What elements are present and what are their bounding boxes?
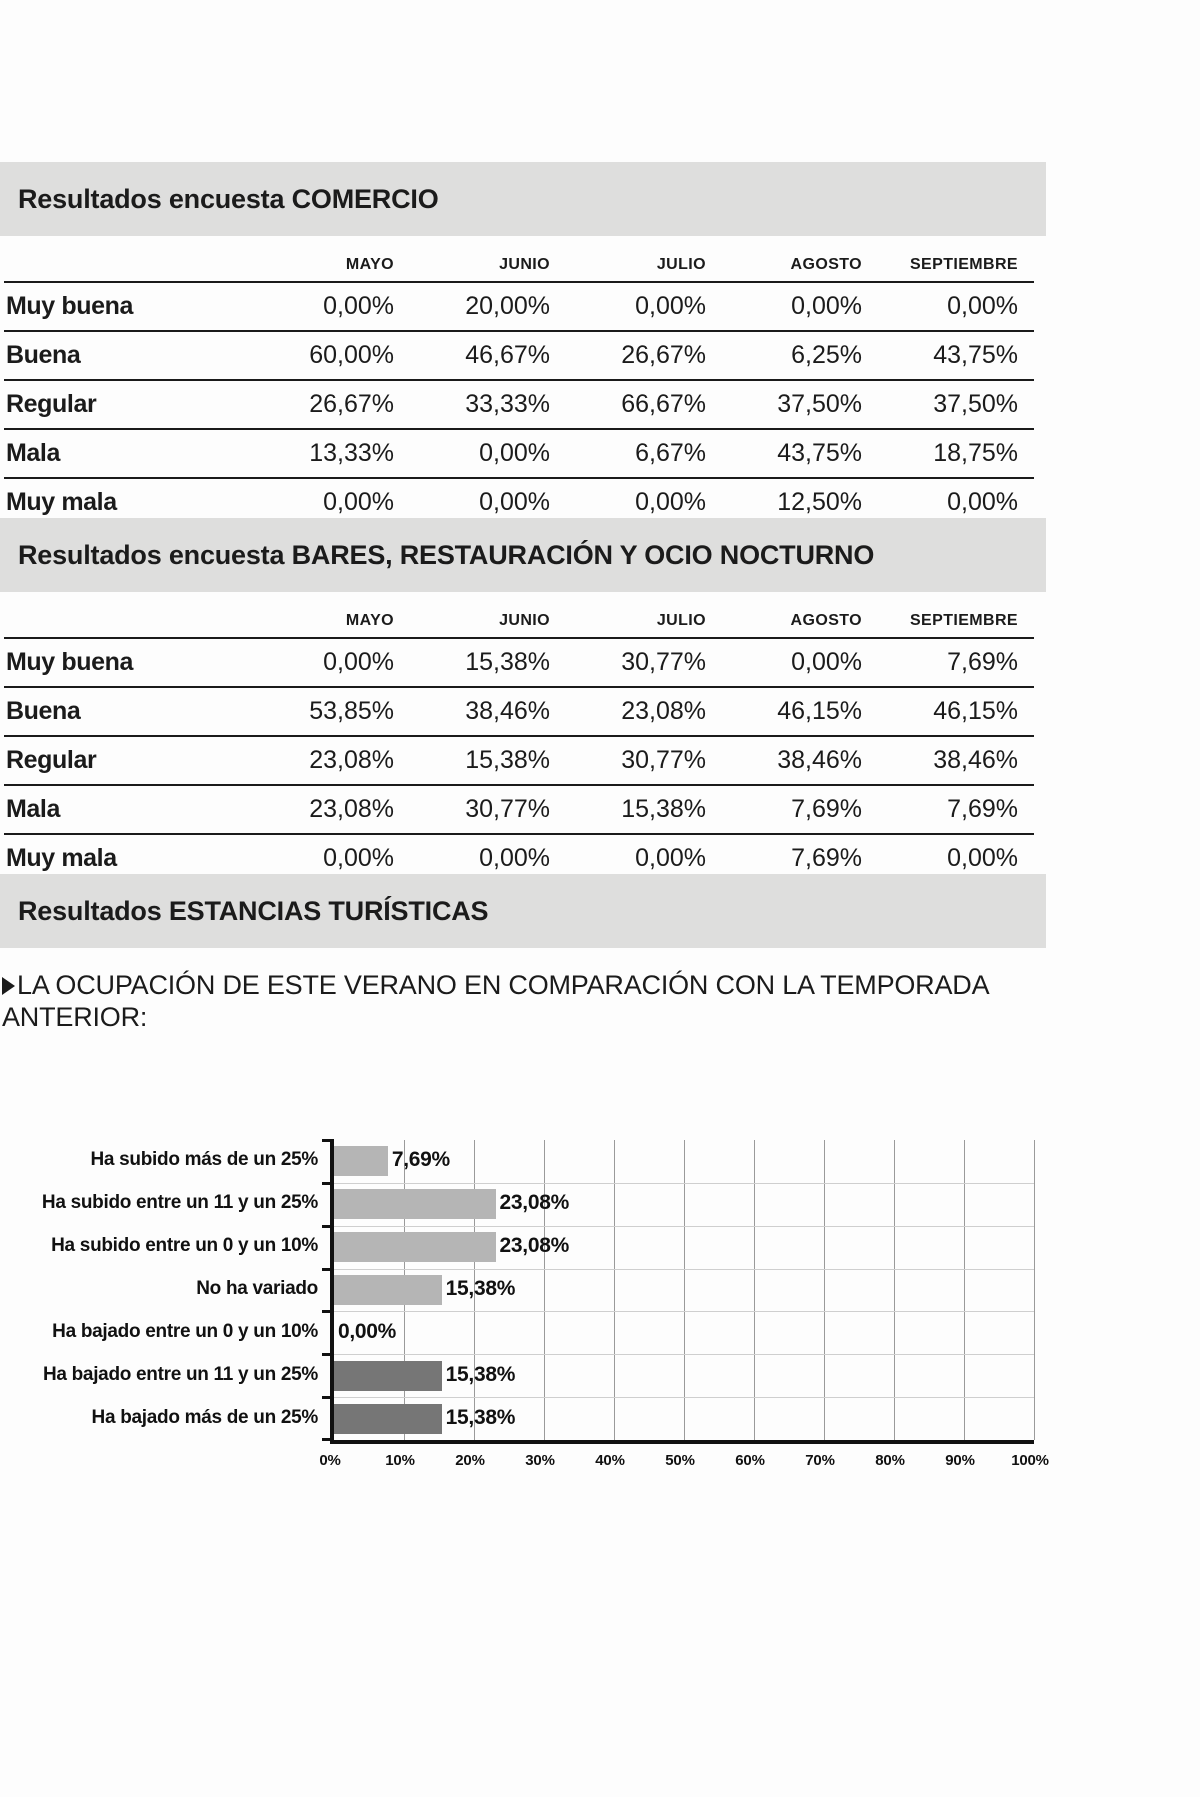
cell: 7,69% <box>947 794 1018 823</box>
row-label: Muy buena <box>6 291 133 320</box>
cell: 0,00% <box>635 291 706 320</box>
column-header: JULIO <box>656 256 706 273</box>
chart-category-gridline <box>334 1226 1034 1227</box>
chart-category-label: Ha subido entre un 11 y un 25% <box>41 1192 318 1214</box>
x-axis-tick-label: 0% <box>319 1452 341 1469</box>
cell: 15,38% <box>465 647 550 676</box>
chart-bar <box>334 1404 442 1434</box>
cell: 43,75% <box>933 340 1018 369</box>
chart-bar <box>334 1275 442 1305</box>
chart-plot-area <box>330 1140 1034 1440</box>
column-header: JUNIO <box>499 256 550 273</box>
cell: 6,25% <box>791 340 862 369</box>
triangle-bullet-icon <box>2 977 15 995</box>
column-header: MAYO <box>345 612 394 629</box>
chart-bar <box>334 1361 442 1391</box>
chart-bar-value-label: 7,69% <box>391 1148 450 1172</box>
chart-category-gridline <box>334 1183 1034 1184</box>
chart-category-gridline <box>334 1397 1034 1398</box>
chart-category-label: Ha bajado entre un 11 y un 25% <box>42 1363 318 1385</box>
table-row <box>4 429 1034 478</box>
column-header: SEPTIEMBRE <box>909 612 1018 629</box>
table-header-row <box>4 606 1034 638</box>
cell: 0,00% <box>947 291 1018 320</box>
cell: 0,00% <box>323 647 394 676</box>
x-axis-tick-label: 50% <box>665 1452 695 1469</box>
table-row <box>4 638 1034 687</box>
chart-gridline <box>684 1140 685 1440</box>
cell: 26,67% <box>621 340 706 369</box>
y-axis-tick <box>322 1139 334 1142</box>
table-comercio-wrap <box>0 250 1046 528</box>
cell: 53,85% <box>309 696 394 725</box>
section-title-lead: Resultados encuesta <box>18 539 292 570</box>
chart-gridline <box>964 1140 965 1440</box>
chart-gridline <box>1034 1140 1035 1440</box>
y-axis-tick <box>322 1268 334 1271</box>
chart-bar-value-label: 15,38% <box>445 1362 516 1386</box>
section-title-estancias <box>0 896 488 927</box>
chart-gridline <box>894 1140 895 1440</box>
question-text: LA OCUPACIÓN DE ESTE VERANO EN COMPARACIÓN CON LA TEMPORADA ANTERIOR: <box>2 970 988 1032</box>
table-row <box>4 282 1034 331</box>
cell: 46,15% <box>777 696 862 725</box>
cell: 46,15% <box>933 696 1018 725</box>
x-axis-tick-label: 90% <box>945 1452 975 1469</box>
x-axis-tick-label: 80% <box>875 1452 905 1469</box>
cell: 7,69% <box>791 794 862 823</box>
cell: 7,69% <box>791 843 862 872</box>
chart-bar-value-label: 23,08% <box>499 1191 569 1215</box>
chart-category-label: No ha variado <box>196 1278 318 1299</box>
cell: 38,46% <box>933 745 1018 774</box>
cell: 37,50% <box>777 389 862 418</box>
row-label: Muy buena <box>6 647 133 676</box>
column-header: AGOSTO <box>790 256 862 273</box>
column-header: AGOSTO <box>790 612 862 629</box>
section-title-bares <box>0 540 874 571</box>
cell: 23,08% <box>621 696 706 725</box>
table-row <box>4 736 1034 785</box>
column-header: JULIO <box>656 612 706 629</box>
chart-gridline <box>754 1140 755 1440</box>
table-row <box>4 785 1034 834</box>
cell: 15,38% <box>621 794 706 823</box>
chart-category-label: Ha subido entre un 0 y un 10% <box>51 1235 318 1257</box>
chart-bar-value-label: 23,08% <box>499 1234 569 1258</box>
section-title-lead: Resultados encuesta <box>18 183 292 214</box>
row-label: Regular <box>6 745 97 774</box>
chart-gridline <box>824 1140 825 1440</box>
row-label: Buena <box>6 696 81 725</box>
chart-bar <box>334 1232 496 1262</box>
x-axis-tick-label: 100% <box>1011 1452 1049 1469</box>
chart-category-label: Ha bajado más de un 25% <box>91 1406 318 1428</box>
chart-bar <box>334 1146 388 1176</box>
chart-category-label: Ha subido más de un 25% <box>90 1149 318 1171</box>
cell: 66,67% <box>621 389 706 418</box>
chart-category-gridline <box>334 1311 1034 1312</box>
section-title-comercio <box>0 184 439 215</box>
table-row <box>4 687 1034 736</box>
cell: 0,00% <box>947 843 1018 872</box>
cell: 33,33% <box>465 389 550 418</box>
column-header: SEPTIEMBRE <box>909 256 1018 273</box>
section-title-lead: Resultados <box>18 895 169 926</box>
section-title-strong: ESTANCIAS TURÍSTICAS <box>168 895 489 926</box>
row-label: Regular <box>6 389 97 418</box>
y-axis-tick <box>322 1182 334 1185</box>
x-axis-tick-label: 40% <box>595 1452 625 1469</box>
cell: 43,75% <box>777 438 862 467</box>
y-axis-tick <box>322 1225 334 1228</box>
cell: 0,00% <box>323 487 394 516</box>
cell: 0,00% <box>479 487 550 516</box>
cell: 12,50% <box>777 487 862 516</box>
y-axis-tick <box>322 1310 334 1313</box>
column-header: JUNIO <box>499 612 550 629</box>
cell: 30,77% <box>465 794 550 823</box>
section-header-estancias <box>0 874 1046 948</box>
table-row <box>4 331 1034 380</box>
section-title-strong: BARES, RESTAURACIÓN Y OCIO NOCTURNO <box>291 539 875 570</box>
cell: 0,00% <box>479 843 550 872</box>
cell: 0,00% <box>635 487 706 516</box>
cell: 15,38% <box>465 745 550 774</box>
chart-gridline <box>614 1140 615 1440</box>
cell: 30,77% <box>621 745 706 774</box>
y-axis-tick <box>322 1353 334 1356</box>
cell: 0,00% <box>791 291 862 320</box>
row-label: Muy mala <box>6 843 117 872</box>
chart-category-label: Ha bajado entre un 0 y un 10% <box>52 1320 318 1342</box>
cell: 18,75% <box>933 438 1018 467</box>
section-header-bares <box>0 518 1046 592</box>
cell: 38,46% <box>465 696 550 725</box>
cell: 60,00% <box>309 340 394 369</box>
cell: 0,00% <box>479 438 550 467</box>
row-label: Mala <box>6 794 60 823</box>
cell: 7,69% <box>947 647 1018 676</box>
chart-bar <box>334 1189 496 1219</box>
x-axis-tick-label: 70% <box>805 1452 835 1469</box>
chart-category-gridline <box>334 1269 1034 1270</box>
cell: 37,50% <box>933 389 1018 418</box>
cell: 0,00% <box>323 843 394 872</box>
cell: 0,00% <box>323 291 394 320</box>
section-title-strong: COMERCIO <box>291 183 439 214</box>
column-header <box>4 250 254 282</box>
cell: 0,00% <box>635 843 706 872</box>
y-axis-tick <box>322 1396 334 1399</box>
chart-bar-value-label: 15,38% <box>445 1277 516 1300</box>
chart-question <box>2 970 1042 1034</box>
cell: 0,00% <box>947 487 1018 516</box>
x-axis-tick-label: 20% <box>455 1452 485 1469</box>
cell: 26,67% <box>309 389 394 418</box>
table-comercio <box>4 250 1034 528</box>
chart-bar-value-label: 0,00% <box>338 1319 397 1343</box>
row-label: Muy mala <box>6 487 117 516</box>
table-bares-wrap <box>0 606 1046 884</box>
cell: 30,77% <box>621 647 706 676</box>
column-header <box>4 606 254 638</box>
cell: 46,67% <box>465 340 550 369</box>
cell: 13,33% <box>309 438 394 467</box>
x-axis-tick-label: 30% <box>525 1452 555 1469</box>
row-label: Buena <box>6 340 81 369</box>
chart-gridline <box>544 1140 545 1440</box>
x-axis-tick-label: 10% <box>385 1452 415 1469</box>
cell: 23,08% <box>309 745 394 774</box>
cell: 20,00% <box>465 291 550 320</box>
table-bares <box>4 606 1034 884</box>
chart-bar-value-label: 15,38% <box>445 1405 516 1429</box>
cell: 23,08% <box>309 794 394 823</box>
section-header-comercio <box>0 162 1046 236</box>
table-row <box>4 380 1034 429</box>
column-header: MAYO <box>345 256 394 273</box>
chart-category-gridline <box>334 1354 1034 1355</box>
cell: 38,46% <box>777 745 862 774</box>
cell: 0,00% <box>791 647 862 676</box>
chart-plot-container <box>0 1140 1049 1470</box>
occupancy-bar-chart <box>0 1140 1049 1470</box>
cell: 6,67% <box>635 438 706 467</box>
row-label: Mala <box>6 438 60 467</box>
x-axis-tick-label: 60% <box>735 1452 765 1469</box>
chart-x-axis <box>330 1440 1034 1444</box>
table-header-row <box>4 250 1034 282</box>
